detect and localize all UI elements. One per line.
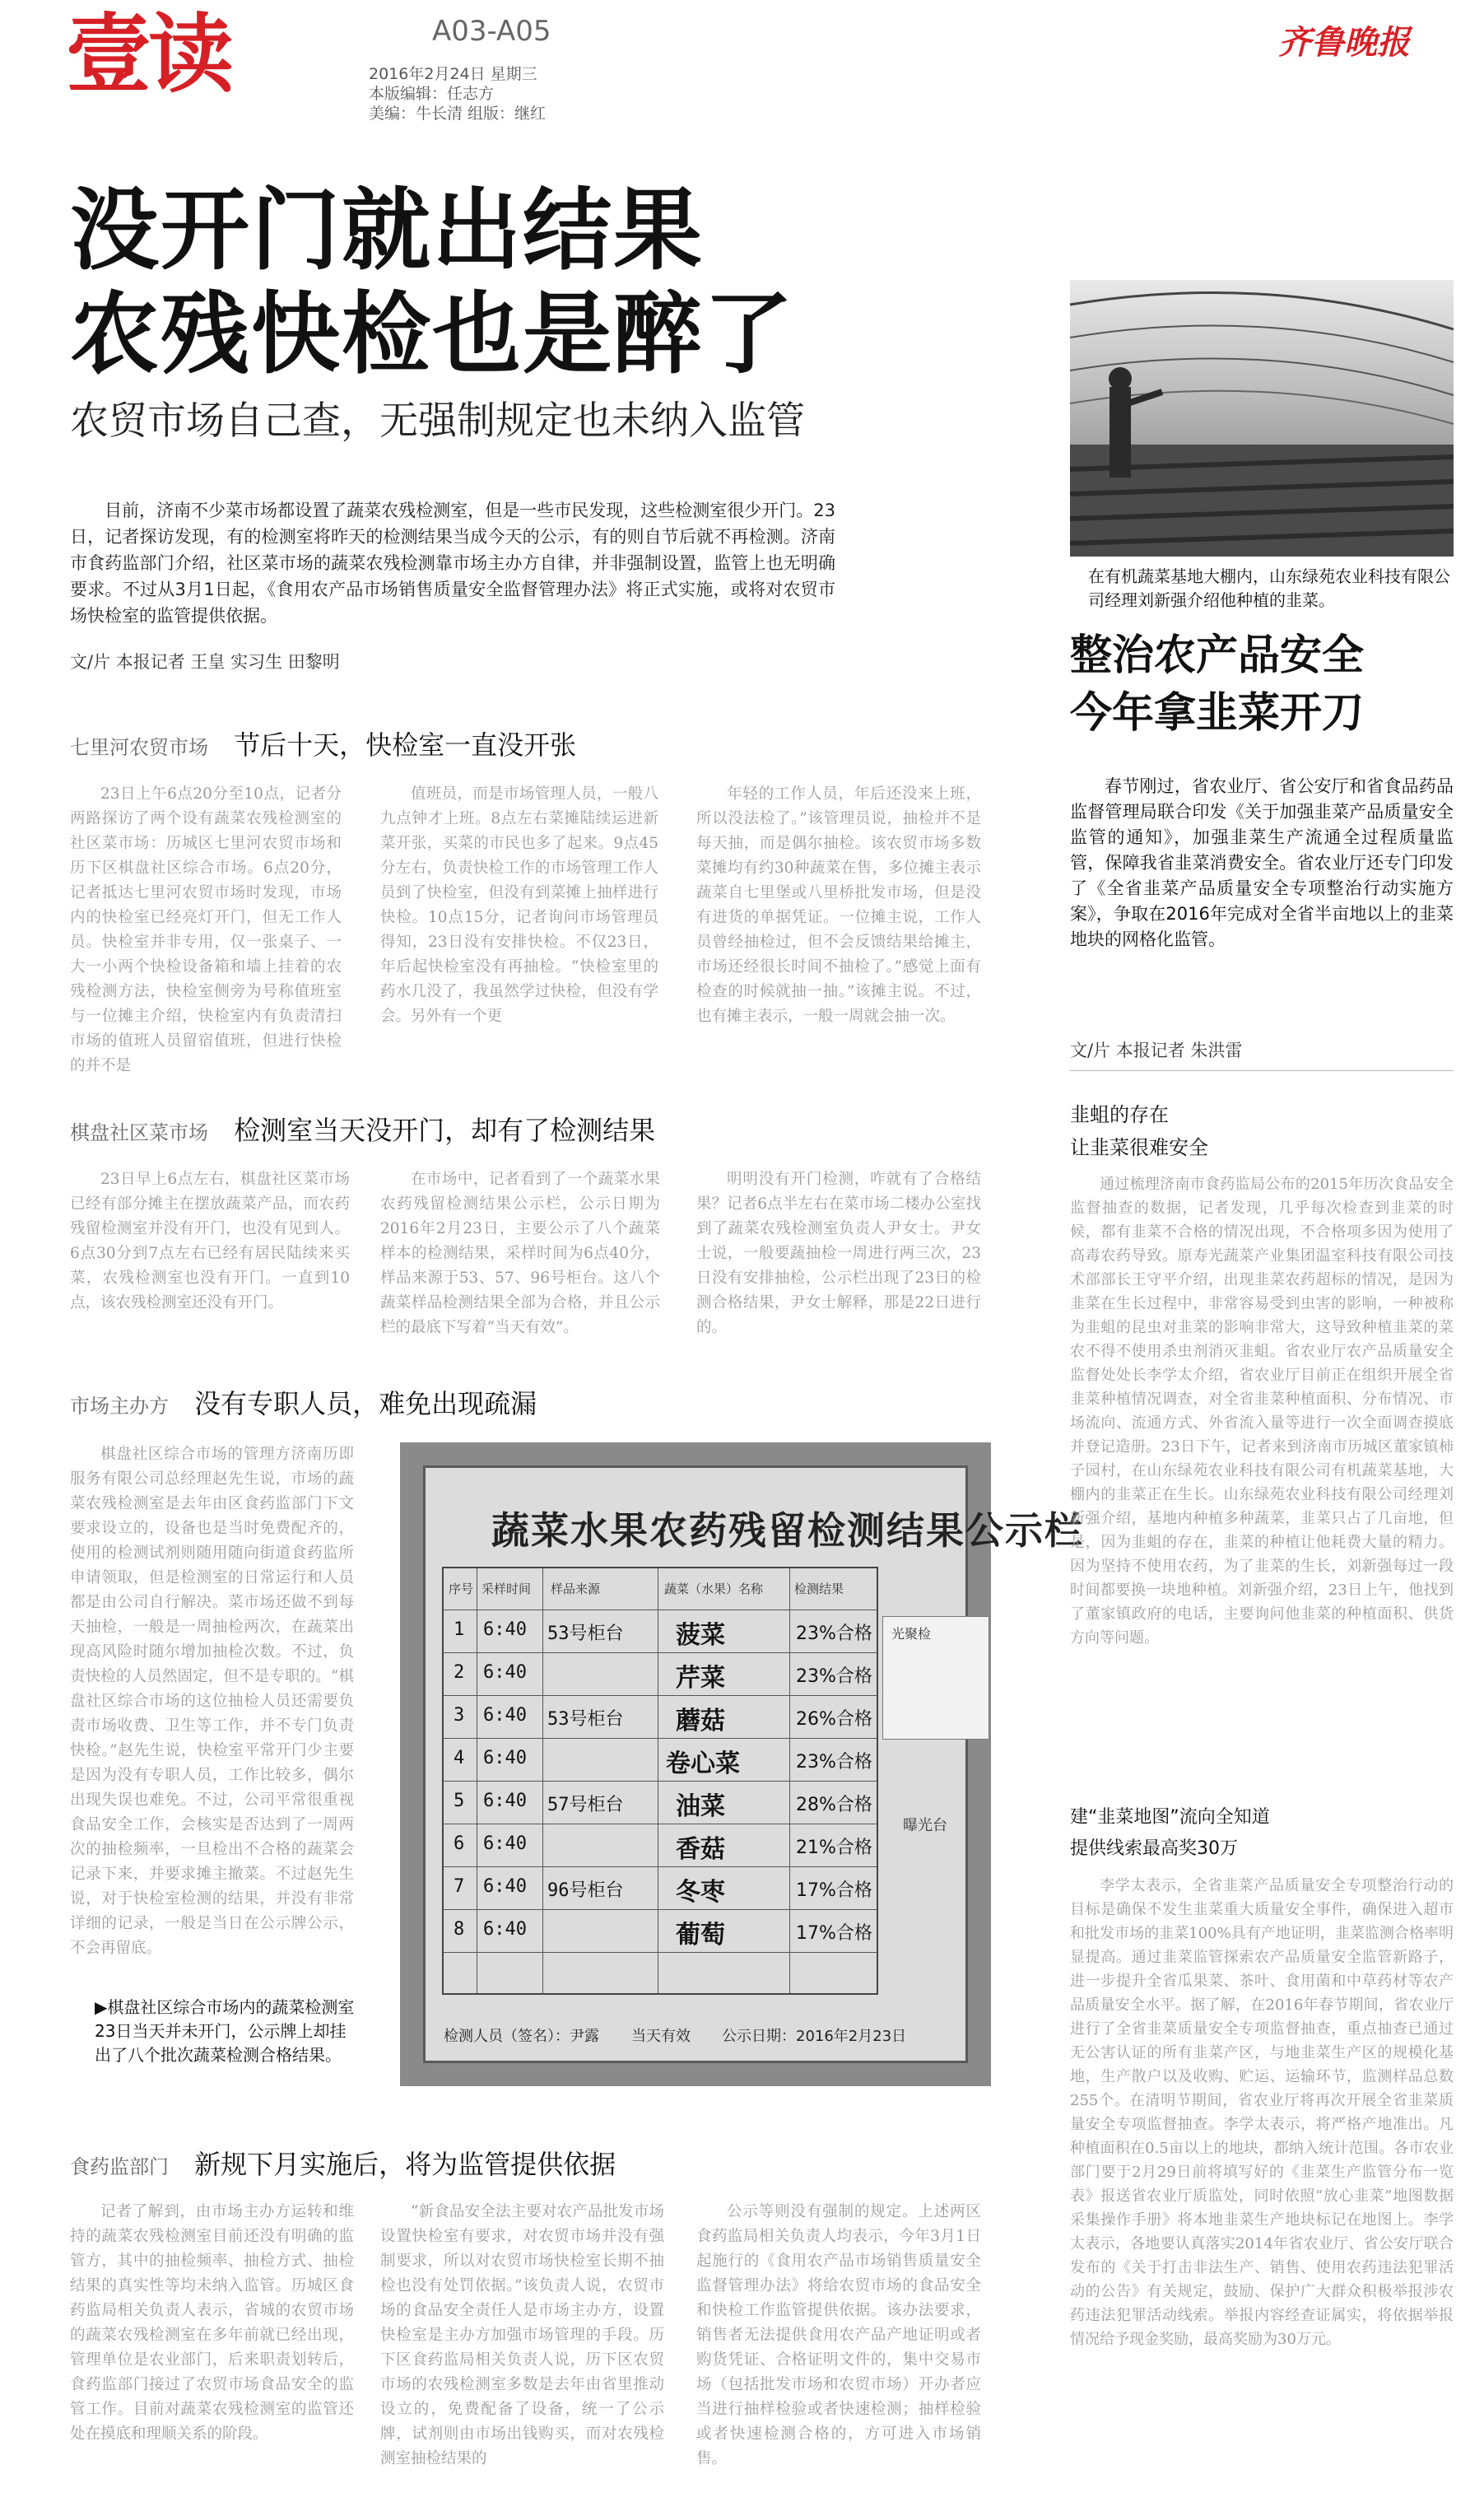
board-cell-time: 6:40 [483,1619,527,1640]
greenhouse-illustration [1070,280,1454,557]
side-column-1: 通过梳理济南市食药监局公布的2015年历次食品安全监督抽查的数据，记者发现，几乎每次检查到韭菜的时候，都有韭菜不合格的情况出现，不合格项多因为使用了高毒农药导致。原寿光蔬菜产业集团温室科技有限公司技术部部长王守平介绍，出现韭菜农药超标的情况，是因为韭菜在生长过程中，非常容易受到虫害的影响，一种被称为韭蛆的昆虫对韭菜的影响非常大，这导致种植韭菜的菜农不得不使用杀虫剂消灭韭蛆。省农业厅农产品质量安全监督处处长李学太介绍，省农业厅目前正在组织开展全省韭菜种植情况调查，对全省韭菜种植面积、分布情况、市场流向、流通方式、外省流入量等进行一次全面调查摸底并登记造册。23日下午，记者来到济南市历城区董家镇柿子园村，在山东绿苑农业科技有限公司有机蔬菜基地，大棚内的韭菜正在生长。山东绿苑农业科技有限公司经理刘新强介绍，基地内种植多种蔬菜，韭菜只占了几亩地，但是，因为韭蛆的存在，韭菜的种植让他耗费大量的精力。因为坚持不使用农药，为了韭菜的生长，刘新强每过一段时间都要换一块地种植。刘新强介绍，23日上午，他找到了董家镇政府的电话，主要询问他韭菜的种植面积、供货方向等问题。 [1070,1176,1454,1647]
greenhouse-caption: 在有机蔬菜基地大棚内，山东绿苑农业科技有限公司经理刘新强介绍他种植的韭菜。 [1088,566,1450,610]
section-title: 新规下月实施后，将为监管提供依据 [194,2149,616,2180]
article-column: 公示等则没有强制的规定。上述两区食药监局相关负责人均表示，今年3月1日起施行的《食用农产品市场销售质量安全监督管理办法》将给农贸市场的食品安全和快检工作监管提供依据。该办法要求，销售者无法提供食用农产品产地证明或者购货凭证、合格证明文件的，集中交易市场（包括批发市场和农贸市场）开办者应当进行抽样检验或者快速检测；抽样检验或者快速检测合格的，方可进入市场销售。 [696,2203,981,2467]
board-cell-no: 3 [454,1705,465,1726]
board-cell-time: 6:40 [483,1748,527,1768]
side-subhead-1b: 让韭菜很难安全 [1070,1136,1208,1159]
result-board [423,1465,1084,2063]
newspaper-logo: 齐鲁晚报 [1278,23,1410,62]
side-byline: 文/片 本报记者 朱洪雷 [1070,1041,1243,1060]
greenhouse-photo [1070,280,1454,557]
board-cell-source: 57号柜台 [547,1795,624,1815]
subheadline: 农贸市场自己查，无强制规定也未纳入监管 [70,398,805,444]
board-cell-no: 5 [454,1791,465,1811]
board-cell-result: 23%合格 [796,1624,872,1644]
article-column: 23日早上6点左右，棋盘社区菜市场已经有部分摊主在摆放蔬菜产品，而农药残留检测室并没有开门，也没有见到人。6点30分到7点左右已经有居民陆续来买菜，农残检测室也没有开门。一直到10点，该农残检测室还没有开门。 [70,1171,350,1311]
stamp-label: 曝光台 [903,1817,947,1834]
board-title: 蔬菜水果农药残留检测结果公示栏 [491,1508,1084,1553]
board-cell-no: 7 [454,1876,465,1897]
board-cell-result: 23%合格 [796,1666,872,1687]
headline-line-2: 农残快检也是醉了 [70,283,795,386]
result-board-photo [400,1442,1084,2086]
section-title: 检测室当天没开门，却有了检测结果 [234,1115,656,1146]
board-photo-caption: ▶棋盘社区综合市场内的蔬菜检测室23日当天并未开门，公示牌上却挂出了八个批次蔬菜检测合格结果。 [95,1997,355,2065]
board-header: 采样时间 [481,1582,532,1596]
board-header: 序号 [449,1582,474,1596]
side-subhead-2b: 提供线索最高奖30万 [1070,1838,1238,1859]
section-title: 没有专职人员，难免出现疏漏 [194,1388,537,1419]
board-cell-name: 香菇 [676,1835,725,1864]
lead-paragraph: 目前，济南不少菜市场都设置了蔬菜农残检测室，但是一些市民发现，这些检测室很少开门。23日，记者探访发现，有的检测室将昨天的检测结果当成今天的公示，有的则自节后就不再检测。济南市食药监部门介绍，社区菜市场的蔬菜农残检测靠市场主办方自律，并非强制设置，监管上也无明确要求。不过从3月1日起，《食用农产品市场销售质量安全监督管理办法》将正式实施，或将对农贸市场快检室的监管提供依据。 [70,501,835,626]
section-4-header [70,2144,616,2182]
board-cell-name: 芹菜 [676,1664,725,1693]
section-kicker: 市场主办方 [70,1395,169,1418]
section-3-header [70,1383,537,1421]
board-header: 蔬菜（水果）名称 [664,1582,764,1596]
section-1-header [70,724,576,762]
board-cell-result: 26%合格 [796,1709,872,1730]
section-kicker: 七里河农贸市场 [70,736,208,759]
board-cell-name: 卷心菜 [666,1749,740,1778]
article-column: “新食品安全法主要对农产品批发市场设置快检室有要求，对农贸市场并没有强制要求，所以对农贸市场快检室长期不抽检也没有处罚依据。”该负责人说，农贸市场的食品安全责任人是市场主办方，设置快检室是主办方加强市场管理的手段。历下区食药监局相关负责人说，历下区农贸市场的农残检测室多数是去年由省里推动设立的，免费配备了设备，统一了公示牌，试剂则由市场出钱购买，而对农残检测室抽检结果的 [380,2203,664,2467]
divider [1070,1070,1454,1071]
board-cell-no: 4 [454,1748,465,1768]
issue-date: 2016年2月24日 星期三 [369,65,537,83]
board-cell-name: 葡萄 [676,1921,725,1950]
designer-credit: 美编：牛长清 组版：继红 [369,105,547,123]
board-cell-time: 6:40 [483,1876,527,1897]
section-title: 节后十天，快检室一直没开张 [234,729,577,761]
headline-line-1: 没开门就出结果 [70,179,705,282]
board-cell-time: 6:40 [483,1705,527,1726]
board-cell-no: 2 [454,1662,465,1683]
side-headline-line-2: 今年拿韭菜开刀 [1070,689,1365,738]
sample-card-label: 光聚检 [891,1626,932,1642]
sample-card [882,1616,989,1740]
board-date: 公示日期：2016年2月23日 [722,2028,907,2045]
board-cell-source: 96号柜台 [547,1880,624,1901]
board-cell-name: 冬枣 [676,1878,725,1907]
side-headline-line-1: 整治农产品安全 [1070,631,1365,680]
side-subhead-1a: 韭蛆的存在 [1070,1103,1169,1126]
board-cell-name: 蘑菇 [676,1707,725,1735]
section-kicker: 食药监部门 [70,2155,169,2178]
article-column: 值班员，而是市场管理人员，一般八九点钟才上班。8点左右菜摊陆续运进新菜开张，买菜的市民也多了起来。9点45分左右，负责快检工作的市场管理工作人员到了快检室，但没有到菜摊上抽样进行快检。10点15分，记者询问市场管理员得知，23日没有安排快检。不仅23日，年后起快检室没有再抽检。“快检室里的药水几没了，我虽然学过快检，但没有学会。另外有一个更 [380,785,658,1025]
side-subhead-2a: 建“韭菜地图”流向全知道 [1070,1807,1270,1828]
editor-credit: 本版编辑：任志方 [369,85,495,103]
board-cell-no: 1 [454,1619,465,1640]
board-validity: 当天有效 [631,2028,691,2045]
board-cell-time: 6:40 [483,1833,527,1854]
board-header: 检测结果 [794,1582,844,1596]
side-lead: 春节刚过，省农业厅、省公安厅和省食品药品监督管理局联合印发《关于加强韭菜产品质量安全监管的通知》，加强韭菜生产流通全过程质量监管，保障我省韭菜消费安全。省农业厅还专门印发了《全省韭菜产品质量安全专项整治行动实施方案》，争取在2016年完成对全省半亩地以上的韭菜地块的网格化监管。 [1070,776,1454,949]
board-cell-result: 28%合格 [796,1795,872,1815]
board-cell-no: 8 [454,1919,465,1940]
board-cell-time: 6:40 [483,1919,527,1940]
board-cell-result: 21%合格 [796,1838,872,1858]
side-headline [1070,627,1364,743]
board-cell-time: 6:40 [483,1791,527,1811]
board-cell-source: 53号柜台 [547,1624,624,1644]
side-column-2: 李学太表示，全省韭菜产品质量安全专项整治行动的目标是确保不发生韭菜重大质量安全事件，确保进入超市和批发市场的韭菜100%具有产地证明，韭菜监测合格率明显提高。通过韭菜监管探索农产品质量安全监管新路子，进一步提升全省瓜果菜、茶叶、食用菌和中草药材等农产品质量安全水平。据了解，在2016年春节期间，省农业厅进行了全省韭菜质量安全专项监督抽查，重点抽查已通过无公害认证的所有韭菜产区，与地韭菜生产区的规模化基地，生产散户以及收购、贮运、运输环节，监测样品总数255个。在清明节期间，省农业厅将再次开展全省韭菜质量安全专项监督抽查。李学太表示，将严格产地准出。凡种植面积在0.5亩以上的地块，都纳入统计范围。各市农业部门要于2月29日前将填写好的《韭菜生产监管分布一览表》报送省农业厅质监处，同时依照“放心韭菜”地图数据采集操作手册》将本地韭菜生产地块标记在地图上。李学太表示，各地要认真落实2014年省农业厅、省公安厅联合发布的《关于打击非法生产、销售、使用农药违法犯罪活动的公告》有关规定，鼓励、保护广大群众积极举报涉农药违法犯罪活动线索。举报内容经查证属实，将依据举报情况给予现金奖励，最高奖励为30万元。 [1070,1877,1454,2348]
board-cell-name: 油菜 [676,1792,725,1821]
board-cell-result: 17%合格 [796,1880,872,1901]
section-2-header [70,1110,655,1148]
board-cell-source: 53号柜台 [547,1709,624,1730]
article-column: 23日上午6点20分至10点，记者分两路探访了两个设有蔬菜农残检测室的社区菜市场：历城区七里河农贸市场和历下区棋盘社区综合市场。6点20分，记者抵达七里河农贸市场时发现，市场内的快检室已经亮灯开门，但无工作人员。快检室并非专用，仅一张桌子、一大一小两个快检设备箱和墙上挂着的农残检测方法，快检室侧旁为号称值班室与一位摊主介绍，快检室内有负责清扫市场的值班人员留宿值班，但进行快检的并不是 [70,785,342,1074]
board-cell-name: 菠菜 [676,1621,725,1650]
board-cell-result: 23%合格 [796,1752,872,1773]
board-cell-time: 6:40 [483,1662,527,1683]
article-column: 年轻的工作人员，年后还没来上班，所以没法检了。”该管理员说，抽检并不是每天抽，而是偶尔抽检。该农贸市场多数菜摊均有约30种蔬菜在售，多位摊主表示蔬菜自七里堡或八里桥批发市场，但是没有进货的单据凭证。一位摊主说，工作人员曾经抽检过，但不会反馈结果给摊主，市场还经很长时间不抽检了。”感觉上面有检查的时候就抽一抽。”该摊主说。不过，也有摊主表示，一般一周就会抽一次。 [696,785,981,1025]
main-byline: 文/片 本报记者 王皇 实习生 田黎明 [70,652,340,672]
article-column: 记者了解到，由市场主办方运转和维持的蔬菜农残检测室目前还没有明确的监管方，其中的抽检频率、抽检方式、抽检结果的真实性等均未纳入监管。历城区食药监局相关负责人表示，省城的农贸市场的蔬菜农残检测室在多年前就已经出现，管理单位是农业部门，后来职责划转后，食药监部门接过了农贸市场食品安全的监管工作。目前对蔬菜农残检测室的监管还处在摸底和理顺关系的阶段。 [70,2203,354,2443]
board-table [442,1567,878,1995]
board-cell-no: 6 [454,1833,465,1854]
page-range: A03-A05 [432,15,551,48]
article-column: 在市场中，记者看到了一个蔬菜水果农药残留检测结果公示栏，公示日期为2016年2月23日，主要公示了八个蔬菜样本的检测结果，采样时间为6点40分，样品来源于53、57、96号柜台。这八个蔬菜样品检测结果全部为合格，并且公示栏的最底下写着“当天有效”。 [380,1171,660,1336]
article-column: 明明没有开门检测，咋就有了合格结果？记者6点半左右在菜市场二楼办公室找到了蔬菜农残检测室负责人尹女士。尹女士说，一般要蔬抽检一周进行两三次，23日没有安排抽检，公示栏出现了23日的检测合格结果，尹女士解释，那是22日进行的。 [696,1171,981,1336]
board-cell-result: 17%合格 [796,1923,872,1944]
article-column: 棋盘社区综合市场的管理方济南历即服务有限公司总经理赵先生说，市场的蔬菜农残检测室是去年由区食药监部门下文要求设立的，设备也是当时免费配齐的，使用的检测试剂则随用随向街道食药监所申请领取，但是检测室的日常运行和人员都是由公司自行解决。菜市场还做不到每天抽检，一般是一周抽检两次，在蔬菜出现高风险时随尔增加抽检次数。不过，负责快检的人员然固定，但不是专职的。“棋盘社区综合市场的这位抽检人员还需要负责市场收费、卫生等工作，并不专门负责快检。”赵先生说，快检室平常开门少主要是因为没有专职人员，工作比较多，偶尔出现失误也难免。不过，公司平常很重视食品安全工作，会核实是否达到了一周两次的抽检频率，一旦检出不合格的蔬菜会记录下来，并要求摊主撤菜。不过赵先生说，对于快检室检测的结果，并没有非常详细的记录，一般是当日在公示牌公示，不会再留底。 [70,1446,354,1957]
board-header: 样品来源 [551,1582,601,1596]
main-headline [70,179,794,387]
section-kicker: 棋盘社区菜市场 [70,1121,208,1144]
section-title: 壹读 [66,4,231,105]
board-inspector: 检测人员（签名）：尹露 [444,2028,599,2045]
